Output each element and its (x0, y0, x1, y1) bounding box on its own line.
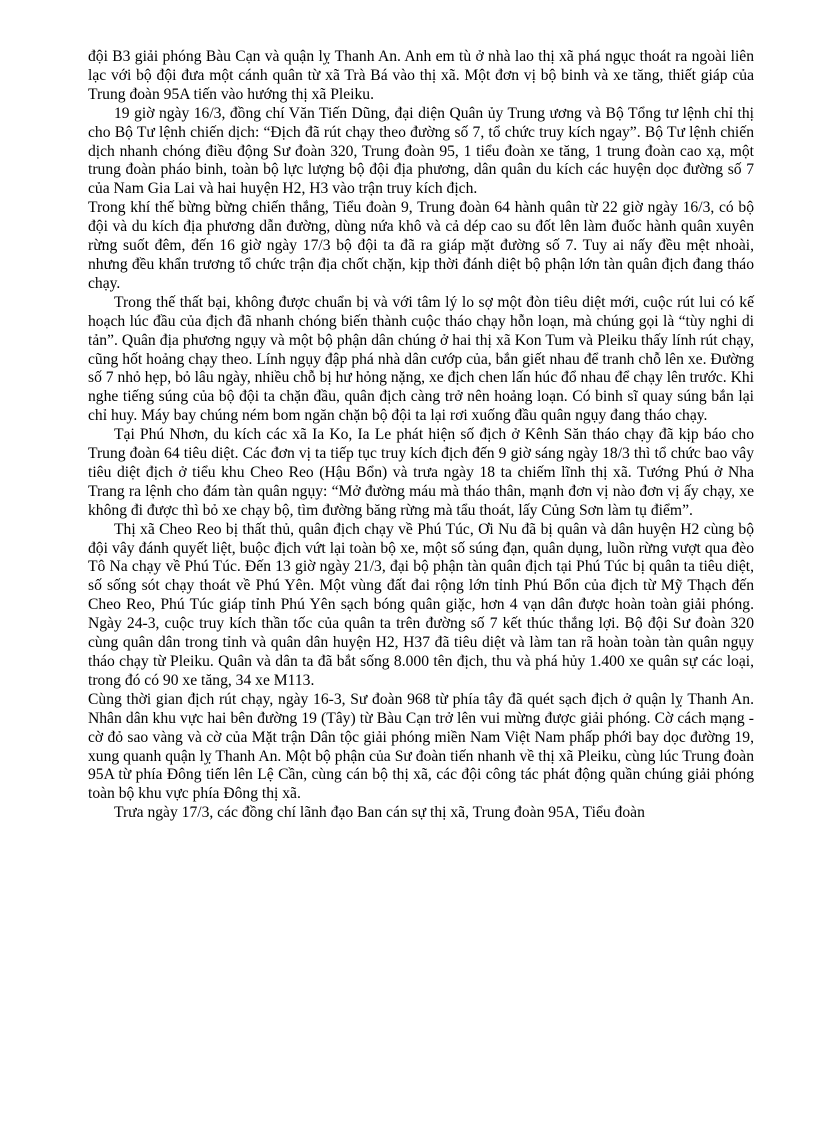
document-page (88, 48, 754, 823)
paragraph-1: đội B3 giải phóng Bàu Cạn và quận lỵ Thanh An. Anh em tù ở nhà lao thị xã phá ngục thoát ra ngoài liên lạc với bộ đội đưa một cánh quân từ xã Trà Bá vào thị xã. Một đơn vị bộ binh và xe tăng, thiết giáp của Trung đoàn 95A tiến vào hướng thị xã Pleiku. (88, 48, 754, 103)
paragraph-2: 19 giờ ngày 16/3, đồng chí Văn Tiến Dũng, đại diện Quân ủy Trung ương và Bộ Tổng tư lệnh chỉ thị cho Bộ Tư lệnh chiến dịch: “Địch đã rút chạy theo đường số 7, tổ chức truy kích ngay”. Bộ Tư lệnh chiến dịch nhanh chóng điều động Sư đoàn 320, Trung đoàn 95, 1 tiểu đoàn xe tăng, 1 trung đoàn cao xạ, một trung đoàn pháo binh, toàn bộ lực lượng bộ đội địa phương, dân quân du kích các huyện dọc đường số 7 của Nam Gia Lai và hai huyện H2, H3 vào trận truy kích địch. (88, 104, 754, 198)
paragraph-6: Thị xã Cheo Reo bị thất thủ, quân địch chạy về Phú Túc, Ơi Nu đã bị quân và dân huyện H2 cùng bộ đội vây đánh quyết liệt, buộc địch vứt lại toàn bộ xe, một số súng đạn, quân dụng, luồn rừng vượt qua đèo Tô Na chạy về Phú Túc. Đến 13 giờ ngày 21/3, đại bộ phận tàn quân địch tại Phú Túc bị quân ta tiêu diệt, số sống sót chạy thoát về Phú Yên. Một vùng đất đai rộng lớn tỉnh Phú Bổn của địch từ Mỹ Thạch đến Cheo Reo, Phú Túc giáp tỉnh Phú Yên sạch bóng quân giặc, hơn 4 vạn dân được hoàn toàn giải phóng. Ngày 24-3, cuộc truy kích thần tốc của quân ta trên đường số 7 kết thúc thắng lợi. Bộ đội Sư đoàn 320 cùng quân dân trong tỉnh và quân dân huyện H2, H37 đã tiêu diệt và làm tan rã hoàn toàn tàn quân ngụy tháo chạy từ Pleiku. Quân và dân ta đã bắt sống 8.000 tên địch, thu và phá hủy 1.400 xe quân sự các loại, trong đó có 90 xe tăng, 34 xe M113. (88, 520, 754, 689)
paragraph-4: Trong thế thất bại, không được chuẩn bị và với tâm lý lo sợ một đòn tiêu diệt mới, cuộc rút lui có kế hoạch lúc đầu của địch đã nhanh chóng biến thành cuộc tháo chạy hỗn loạn, mà chúng gọi là “tùy nghi di tản”. Quân địa phương ngụy và một bộ phận dân chúng ở hai thị xã Kon Tum và Pleiku thấy lính rút chạy, cũng hốt hoảng chạy theo. Lính ngụy đập phá nhà dân cướp của, bắn giết nhau để tranh chỗ lên xe. Đường số 7 nhỏ hẹp, bỏ lâu ngày, nhiều chỗ bị hư hỏng nặng, xe địch chen lấn húc đổ nhau để chạy lên trước. Khi nghe tiếng súng của bộ đội ta chặn đầu, quân địch càng trở nên hoảng loạn. Có binh sĩ quay súng bắn lại chỉ huy. Máy bay chúng ném bom ngăn chặn bộ đội ta lại rơi xuống đầu quân ngụy đang tháo chạy. (88, 293, 754, 425)
paragraph-7: Cùng thời gian địch rút chạy, ngày 16-3, Sư đoàn 968 từ phía tây đã quét sạch địch ở quận lỵ Thanh An. Nhân dân khu vực hai bên đường 19 (Tây) từ Bàu Cạn trở lên vui mừng được giải phóng. Cờ cách mạng - cờ đỏ sao vàng và cờ của Mặt trận Dân tộc giải phóng miền Nam Việt Nam phấp phới bay dọc đường 19, xung quanh quận lỵ Thanh An. Một bộ phận của Sư đoàn tiến nhanh về thị xã Pleiku, cùng lúc Trung đoàn 95A từ phía Đông tiến lên Lệ Cần, cùng cán bộ thị xã, các đội công tác phát động quần chúng giải phóng toàn bộ khu vực phía Đông thị xã. (88, 690, 754, 803)
paragraph-3: Trong khí thế bừng bừng chiến thắng, Tiểu đoàn 9, Trung đoàn 64 hành quân từ 22 giờ ngày 16/3, có bộ đội và du kích địa phương dẫn đường, dùng nứa khô và cả dép cao su đốt lên làm đuốc hành quân xuyên rừng suốt đêm, đến 16 giờ ngày 17/3 bộ đội ta đã ra giáp mặt đường số 7. Tuy ai nấy đều mệt nhoài, nhưng đều khẩn trương tổ chức trận địa chốt chặn, kịp thời đánh diệt bộ phận lớn tàn quân địch đang tháo chạy. (88, 199, 754, 292)
paragraph-5: Tại Phú Nhơn, du kích các xã Ia Ko, Ia Le phát hiện số địch ở Kênh Săn tháo chạy đã kịp báo cho Trung đoàn 64 tiêu diệt. Các đơn vị ta tiếp tục truy kích địch đến 9 giờ sáng ngày 18/3 thì tổ chức bao vây tiêu diệt địch ở tiểu khu Cheo Reo (Hậu Bổn) và trưa ngày 18 ta chiếm lĩnh thị xã. Tướng Phú ở Nha Trang ra lệnh cho đám tàn quân ngụy: “Mở đường máu mà tháo thân, mạnh đơn vị nào đơn vị ấy chạy, xe không đi được thì bỏ xe chạy bộ, tìm đường băng rừng mà tẩu thoát, lấy Củng Sơn làm tụ điểm”. (88, 426, 754, 519)
paragraph-8: Trưa ngày 17/3, các đồng chí lãnh đạo Ban cán sự thị xã, Trung đoàn 95A, Tiểu đoàn (114, 804, 645, 822)
